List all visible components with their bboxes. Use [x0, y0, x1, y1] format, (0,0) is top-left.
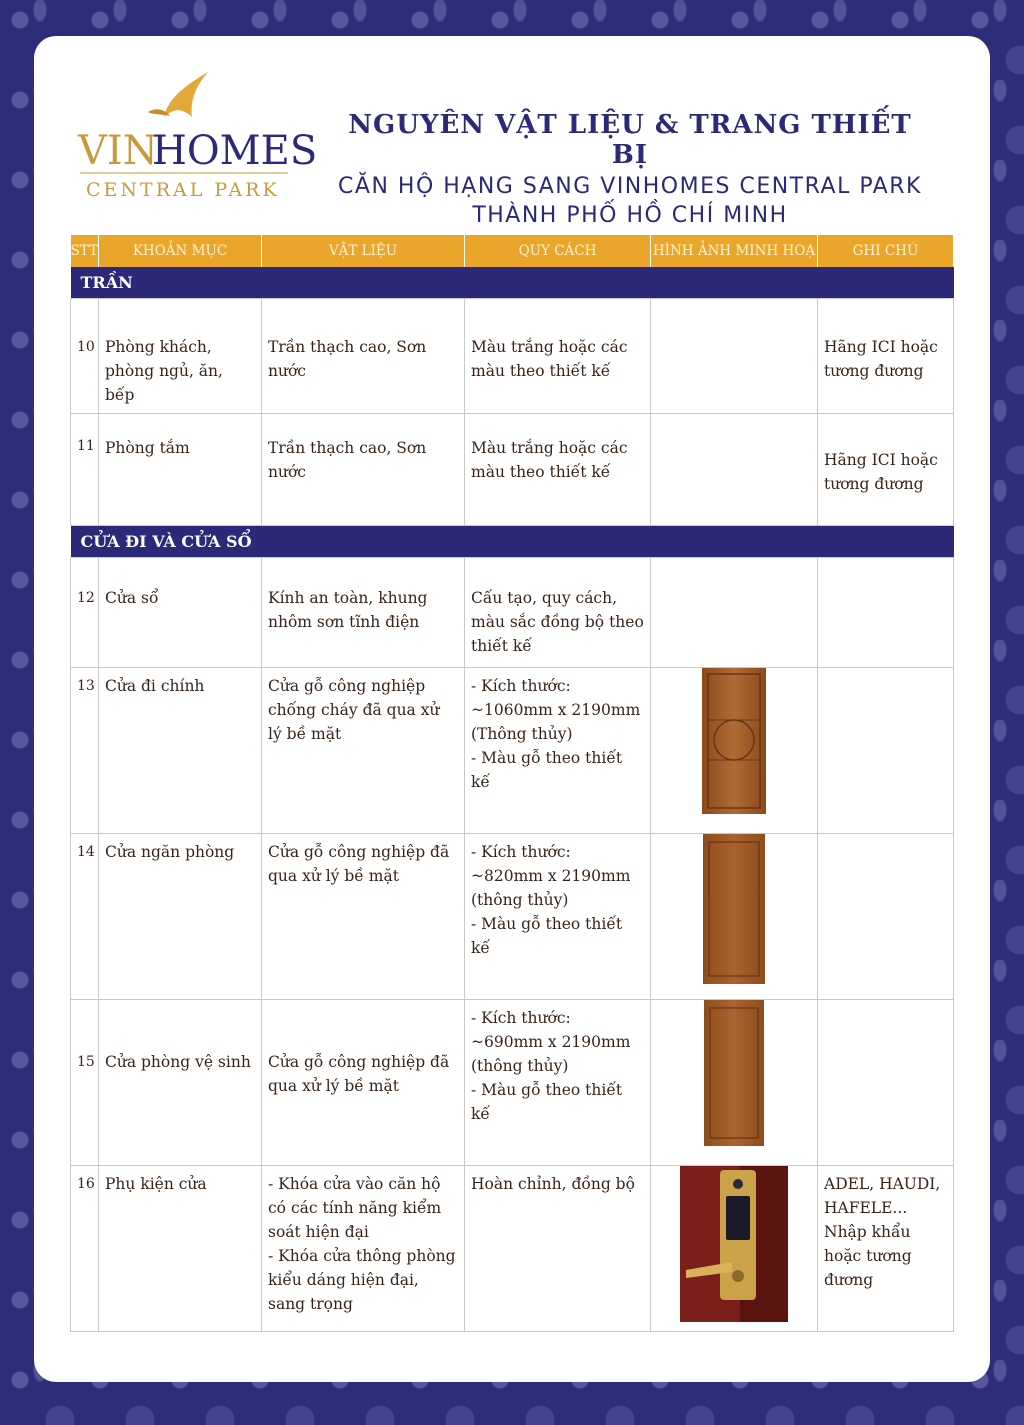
row-material: Trần thạch cao, Sơn nước [268, 338, 427, 380]
row-spec: Cấu tạo, quy cách, màu sắc đồng bộ theo thiết kế [471, 589, 644, 655]
spec-line: (Thông thủy) [471, 725, 573, 743]
bathroom-door-image [704, 1000, 764, 1146]
logo-subtitle: CENTRAL PARK [86, 179, 280, 201]
door-lock-image [680, 1166, 788, 1322]
material-line: - Khóa cửa thông phòng kiểu dáng hiện đại, sang trọng [268, 1247, 456, 1313]
page-title: NGUYÊN VẬT LIỆU & TRANG THIẾT BỊ [348, 110, 912, 170]
row-image [651, 1000, 818, 1166]
col-header-image: HÌNH ẢNH MINH HOẠ [651, 235, 818, 267]
logo-text-homes: HOMES [152, 128, 318, 174]
col-header-stt: STT [71, 235, 99, 267]
row-stt: 14 [77, 844, 95, 860]
row-material: Cửa gỗ công nghiệp chống cháy đã qua xử lý bề mặt [268, 677, 440, 743]
row-item: Phòng khách, phòng ngủ, ăn, bếp [105, 338, 223, 404]
row-note-empty [818, 668, 954, 834]
row-material [262, 1166, 464, 1322]
row-spec: Hoàn chỉnh, đồng bộ [471, 1175, 635, 1193]
table-row [71, 299, 954, 414]
row-spec: Màu trắng hoặc các màu theo thiết kế [471, 439, 628, 481]
row-stt: 13 [77, 678, 95, 694]
spec-line: - Kích thước: [471, 843, 571, 861]
section-row-ceiling [71, 267, 954, 299]
table-row [71, 1000, 954, 1166]
row-spec: Màu trắng hoặc các màu theo thiết kế [471, 338, 628, 380]
row-image-empty [651, 558, 818, 668]
spec-line: ~1060mm x 2190mm [471, 701, 641, 719]
spec-line: - Kích thước: [471, 677, 571, 695]
col-header-item: KHOẢN MỤC [99, 235, 262, 267]
section-title: CỬA ĐI VÀ CỬA SỔ [71, 526, 954, 558]
row-stt: 11 [77, 438, 95, 454]
section-row-doors-windows [71, 526, 954, 558]
row-spec [465, 668, 650, 800]
row-image-empty [651, 299, 818, 414]
row-spec [465, 1000, 650, 1132]
row-stt: 12 [77, 590, 95, 606]
row-note: ADEL, HAUDI, HAFELE... Nhập khẩu hoặc tương đương [824, 1175, 941, 1289]
section-title: TRẦN [71, 267, 954, 299]
row-item: Phòng tắm [105, 439, 190, 457]
header [330, 110, 930, 228]
row-stt: 16 [77, 1176, 95, 1192]
spec-line: - Màu gỗ theo thiết kế [471, 749, 623, 791]
col-header-material: VẬT LIỆU [262, 235, 465, 267]
main-door-image [702, 668, 766, 814]
vinhomes-logo [78, 72, 318, 202]
page-subtitle-2: THÀNH PHỐ HỒ CHÍ MINH [472, 203, 788, 228]
spec-line: (thông thủy) [471, 891, 569, 909]
table-row [71, 558, 954, 668]
spec-line: (thông thủy) [471, 1057, 569, 1075]
row-note-empty [818, 834, 954, 1000]
col-header-spec: QUY CÁCH [465, 235, 651, 267]
table-header-row [71, 235, 954, 267]
table-row [71, 668, 954, 834]
spec-line: - Kích thước: [471, 1009, 571, 1027]
page-subtitle-1: CĂN HỘ HẠNG SANG VINHOMES CENTRAL PARK [338, 174, 922, 199]
materials-table [70, 235, 954, 1332]
row-stt: 10 [77, 339, 95, 355]
row-note-empty [818, 1000, 954, 1166]
row-image [651, 834, 818, 1000]
row-stt: 15 [77, 1054, 95, 1070]
table-row [71, 834, 954, 1000]
spec-line: ~820mm x 2190mm [471, 867, 631, 885]
row-note: Hãng ICI hoặc tương đương [824, 338, 938, 380]
row-material: Cửa gỗ công nghiệp đã qua xử lý bề mặt [268, 843, 450, 885]
logo-text-vin: VIN [78, 128, 158, 174]
row-spec [465, 834, 650, 966]
room-door-image [703, 834, 765, 984]
row-item: Cửa phòng vệ sinh [105, 1053, 251, 1071]
row-note: Hãng ICI hoặc tương đương [824, 451, 938, 493]
row-image-empty [651, 414, 818, 526]
row-image [651, 668, 818, 834]
col-header-note: GHI CHÚ [818, 235, 954, 267]
spec-line: - Màu gỗ theo thiết kế [471, 1081, 623, 1123]
material-line: - Khóa cửa vào căn hộ có các tính năng kiểm soát hiện đại [268, 1175, 442, 1241]
row-material: Cửa gỗ công nghiệp đã qua xử lý bề mặt [268, 1053, 450, 1095]
row-image [651, 1166, 818, 1332]
row-material: Kính an toàn, khung nhôm sơn tĩnh điện [268, 589, 428, 631]
row-item: Cửa ngăn phòng [105, 843, 235, 861]
spec-line: ~690mm x 2190mm [471, 1033, 631, 1051]
row-note-empty [818, 558, 954, 668]
row-item: Cửa sổ [105, 589, 159, 607]
row-item: Cửa đi chính [105, 677, 205, 695]
row-item: Phụ kiện cửa [105, 1175, 207, 1193]
spec-line: - Màu gỗ theo thiết kế [471, 915, 623, 957]
table-row [71, 1166, 954, 1332]
row-material: Trần thạch cao, Sơn nước [268, 439, 427, 481]
table-row [71, 414, 954, 526]
